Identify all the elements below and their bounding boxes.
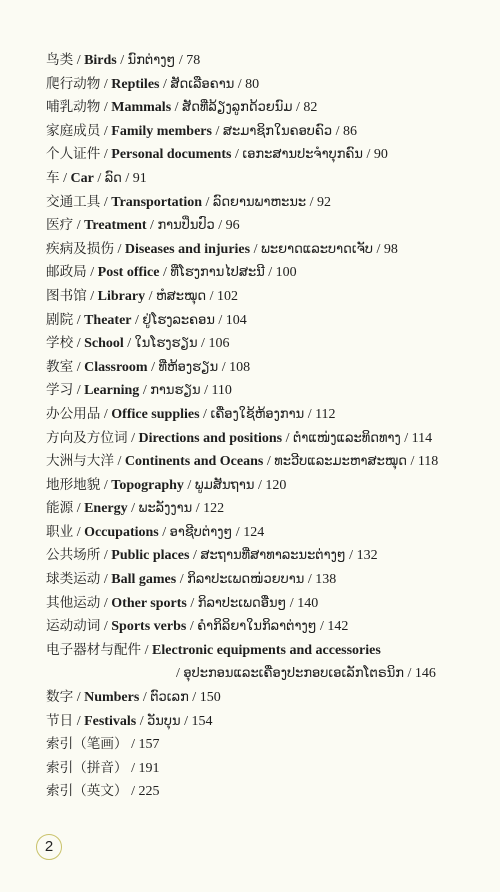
toc-entry-english: Library bbox=[97, 288, 146, 304]
toc-separator: / bbox=[100, 406, 112, 422]
toc-separator: / bbox=[176, 572, 188, 588]
toc-entry bbox=[46, 261, 486, 285]
toc-separator: / bbox=[176, 666, 184, 682]
toc-separator: / bbox=[100, 76, 112, 92]
toc-separator: / bbox=[127, 760, 139, 776]
toc-entry-chinese: 车 bbox=[46, 169, 60, 186]
toc-entry-english: Directions and positions bbox=[138, 430, 283, 446]
toc-separator: / bbox=[86, 265, 98, 281]
toc-entry-english: Numbers bbox=[84, 690, 140, 706]
toc-entry bbox=[46, 662, 486, 686]
toc-entry bbox=[46, 143, 486, 167]
toc-separator: / bbox=[211, 123, 223, 139]
toc-separator: / bbox=[146, 218, 158, 234]
toc-entry-page: 146 bbox=[414, 666, 436, 682]
toc-separator: / bbox=[183, 477, 195, 493]
toc-separator: / bbox=[159, 265, 171, 281]
toc-separator: / bbox=[199, 406, 211, 422]
toc-separator: / bbox=[316, 619, 328, 635]
toc-separator: / bbox=[147, 359, 159, 375]
toc-entry-chinese: 个人证件 bbox=[46, 146, 101, 163]
toc-separator: / bbox=[73, 713, 85, 729]
toc-entry-chinese: 图书馆 bbox=[46, 287, 87, 304]
toc-entry-lao: ວັນບຸນ bbox=[147, 713, 181, 729]
toc-entry bbox=[46, 780, 486, 804]
toc-entry-lao: ສະມາຊິກໃນຄອບຄົວ bbox=[222, 123, 333, 139]
toc-entry-page: 90 bbox=[373, 147, 388, 163]
toc-entry-page: 80 bbox=[245, 76, 260, 92]
toc-entry-lao: ນົກຕ່າງໆ bbox=[127, 53, 176, 68]
toc-separator: / bbox=[372, 241, 384, 257]
toc-separator: / bbox=[93, 170, 105, 186]
toc-entry bbox=[46, 379, 486, 403]
toc-separator: / bbox=[218, 359, 230, 375]
toc-separator: / bbox=[100, 100, 112, 116]
toc-entry-page: 112 bbox=[315, 406, 336, 422]
toc-entry-lao: ຄຳກິລິຍາໃນກິລາຕ່າງໆ bbox=[197, 619, 317, 635]
toc-entry-page: 138 bbox=[315, 572, 337, 588]
toc-separator: / bbox=[100, 123, 112, 139]
toc-separator: / bbox=[59, 170, 71, 186]
toc-entry-english: Transportation bbox=[111, 194, 203, 210]
toc-entry bbox=[46, 757, 486, 781]
toc-separator: / bbox=[73, 218, 85, 234]
toc-entry-english: Classroom bbox=[84, 359, 148, 375]
toc-separator: / bbox=[100, 194, 112, 210]
toc-separator: / bbox=[73, 524, 85, 540]
toc-entry-lao: ລົດຍານພາຫະນະ bbox=[212, 194, 307, 210]
toc-separator: / bbox=[186, 595, 198, 611]
toc-separator: / bbox=[263, 454, 275, 470]
toc-entry-chinese: 数字 bbox=[46, 689, 74, 706]
toc-entry bbox=[46, 49, 486, 73]
toc-entry-lao: ລົດ bbox=[104, 170, 122, 186]
toc-separator: / bbox=[73, 312, 85, 328]
toc-entry-lao: ພະລັງງານ bbox=[138, 501, 193, 517]
toc-entry-page: 140 bbox=[297, 595, 319, 611]
toc-separator: / bbox=[306, 194, 318, 210]
toc-entry-lao: ພູມສັນຖານ bbox=[194, 477, 255, 493]
toc-separator: / bbox=[406, 454, 418, 470]
toc-entry bbox=[46, 238, 486, 262]
toc-separator: / bbox=[136, 713, 148, 729]
toc-entry bbox=[46, 474, 486, 498]
toc-entry-chinese: 能源 bbox=[46, 500, 74, 517]
toc-entry-page: 108 bbox=[229, 359, 251, 375]
toc-entry-lao: ການຮຽນ bbox=[150, 383, 201, 399]
toc-entry-lao: ກິລາປະເພດໜ່ວຍບານ bbox=[187, 572, 305, 588]
toc-entry-chinese: 爬行动物 bbox=[46, 75, 101, 92]
toc-separator: / bbox=[206, 288, 217, 304]
toc-separator: / bbox=[73, 53, 85, 68]
toc-entry-chinese: 家庭成员 bbox=[46, 122, 101, 139]
toc-separator: / bbox=[100, 595, 112, 611]
toc-entry-page: 110 bbox=[211, 383, 232, 399]
toc-separator: / bbox=[73, 336, 85, 352]
toc-entry-lao: ອາຊີບຕ່າງໆ bbox=[169, 524, 233, 540]
toc-separator: / bbox=[282, 430, 294, 446]
toc-entry-english: Electronic equipments and accessories bbox=[152, 642, 381, 658]
toc-entry-page: 104 bbox=[225, 312, 247, 328]
toc-entry-lao: ສັດເລືອຄານ bbox=[170, 76, 235, 92]
toc-entry-lao: ທີ່ຫ້ອງຮຽນ bbox=[158, 359, 219, 375]
toc-separator: / bbox=[232, 524, 244, 540]
toc-separator: / bbox=[304, 406, 316, 422]
toc-entry bbox=[46, 450, 486, 474]
toc-entry-chinese: 交通工具 bbox=[46, 193, 101, 210]
toc-entry-chinese: 医疗 bbox=[46, 217, 74, 234]
toc-separator: / bbox=[121, 170, 133, 186]
toc-separator: / bbox=[250, 241, 261, 257]
toc-entry-english: Reptiles bbox=[111, 76, 160, 92]
toc-separator: / bbox=[86, 288, 98, 304]
toc-entry bbox=[46, 592, 486, 616]
toc-entry-page: 98 bbox=[383, 241, 398, 257]
toc-entry-chinese: 公共场所 bbox=[46, 547, 101, 564]
toc-entry-chinese: 教室 bbox=[46, 358, 74, 375]
toc-entry bbox=[46, 544, 486, 568]
toc-entry bbox=[46, 285, 486, 309]
toc-entry bbox=[46, 403, 486, 427]
toc-entry-page: 114 bbox=[411, 430, 433, 446]
toc-entry-english: Occupations bbox=[84, 524, 159, 540]
toc-entry bbox=[46, 497, 486, 521]
toc-entry-english: School bbox=[84, 336, 124, 352]
toc-entry-page: 154 bbox=[191, 713, 213, 729]
toc-entry-english: Car bbox=[70, 170, 94, 186]
toc-entry-lao: ຫໍສະໝຸດ bbox=[156, 288, 207, 304]
toc-separator: / bbox=[264, 265, 276, 281]
toc-separator: / bbox=[159, 76, 171, 92]
toc-entry-chinese: 其他运动 bbox=[46, 594, 101, 611]
toc-entry-page: 78 bbox=[186, 53, 201, 68]
toc-entry-lao: ອຸປະກອນແລະເຄື່ອງປະກອບເອເລັກໂຕຣນິກ bbox=[183, 666, 405, 682]
toc-entry-lao: ທະວີບແລະມະຫາສະໝຸດ bbox=[274, 454, 407, 470]
toc-entry-chinese: 索引（拼音） bbox=[46, 759, 128, 776]
toc-entry-lao: ໃນໂຮງຮຽນ bbox=[134, 336, 198, 352]
toc-entry-chinese: 节日 bbox=[46, 712, 74, 729]
toc-entry-lao: ເຄື່ອງໃຊ້ຫ້ອງການ bbox=[210, 406, 305, 422]
toc-entry-lao: ສະຖານທີ່ສາທາລະນະຕ່າງໆ bbox=[200, 548, 346, 564]
toc-separator: / bbox=[73, 359, 85, 375]
toc-entry-english: Topography bbox=[111, 477, 184, 493]
toc-entry-lao: ການປິ່ນປົວ bbox=[157, 218, 215, 234]
toc-entry-lao: ຕົວເລກ bbox=[150, 690, 189, 706]
toc-separator: / bbox=[139, 383, 151, 399]
table-of-contents bbox=[46, 49, 486, 804]
toc-separator: / bbox=[113, 454, 125, 470]
toc-entry-english: Festivals bbox=[84, 713, 137, 729]
toc-separator: / bbox=[332, 123, 343, 139]
toc-entry-page: 120 bbox=[265, 477, 287, 493]
toc-entry-page: 92 bbox=[317, 194, 332, 210]
toc-entry-chinese: 方向及方位词 bbox=[46, 429, 128, 446]
toc-entry bbox=[46, 167, 486, 191]
toc-entry-english: Family members bbox=[111, 123, 212, 139]
toc-entry-lao: ສັດທີ່ລ້ຽງລູກດ້ວຍນົມ bbox=[182, 100, 293, 116]
toc-entry bbox=[46, 639, 486, 663]
toc-entry-page: 191 bbox=[138, 760, 160, 776]
toc-entry-page: 86 bbox=[342, 123, 357, 139]
toc-entry-english: Public places bbox=[111, 548, 190, 564]
toc-entry bbox=[46, 710, 486, 734]
toc-entry-page: 122 bbox=[203, 501, 225, 517]
toc-separator: / bbox=[214, 312, 226, 328]
toc-separator: / bbox=[100, 572, 112, 588]
toc-separator: / bbox=[304, 572, 316, 588]
toc-entry bbox=[46, 733, 486, 757]
toc-entry-chinese: 剧院 bbox=[46, 311, 74, 328]
toc-separator: / bbox=[73, 690, 85, 706]
toc-entry-chinese: 学校 bbox=[46, 335, 74, 352]
toc-separator: / bbox=[362, 147, 374, 163]
toc-entry-chinese: 办公用品 bbox=[46, 405, 101, 422]
toc-entry-lao: ທີ່ໂຮງການໄປສະນີ bbox=[170, 265, 265, 281]
toc-entry-english: Office supplies bbox=[111, 406, 200, 422]
toc-separator: / bbox=[100, 548, 112, 564]
toc-separator: / bbox=[127, 737, 139, 753]
toc-entry bbox=[46, 686, 486, 710]
toc-separator: / bbox=[73, 501, 85, 517]
toc-entry-english: Continents and Oceans bbox=[124, 454, 264, 470]
page-number-badge: 2 bbox=[36, 834, 62, 860]
toc-entry-chinese: 索引（英文） bbox=[46, 783, 128, 800]
toc-separator: / bbox=[175, 53, 187, 68]
toc-entry-lao: ຕຳແໜ່ງແລະທິດທາງ bbox=[293, 430, 401, 446]
toc-entry-english: Treatment bbox=[84, 218, 147, 234]
toc-separator: / bbox=[100, 147, 112, 163]
toc-entry-english: Personal documents bbox=[111, 147, 232, 163]
toc-entry-lao: ເອກະສານປະຈຳບຸກຄົນ bbox=[242, 147, 363, 163]
toc-entry-english: Theater bbox=[84, 312, 132, 328]
toc-entry-chinese: 电子器材与配件 bbox=[46, 641, 142, 658]
toc-separator: / bbox=[127, 501, 139, 517]
toc-separator: / bbox=[186, 619, 198, 635]
toc-separator: / bbox=[200, 383, 212, 399]
toc-entry bbox=[46, 191, 486, 215]
toc-entry bbox=[46, 568, 486, 592]
toc-separator: / bbox=[139, 690, 151, 706]
toc-separator: / bbox=[188, 690, 200, 706]
toc-entry-english: Post office bbox=[97, 265, 160, 281]
toc-entry-lao: ກິລາປະເພດອື່ນໆ bbox=[197, 595, 287, 611]
toc-separator: / bbox=[197, 336, 209, 352]
toc-entry-english: Sports verbs bbox=[111, 619, 187, 635]
toc-separator: / bbox=[404, 666, 415, 682]
toc-separator: / bbox=[116, 53, 128, 68]
toc-entry bbox=[46, 96, 486, 120]
toc-separator: / bbox=[113, 241, 125, 257]
toc-separator: / bbox=[127, 784, 139, 800]
toc-entry bbox=[46, 356, 486, 380]
toc-entry-page: 118 bbox=[417, 454, 439, 470]
toc-separator: / bbox=[202, 194, 213, 210]
toc-entry-english: Other sports bbox=[111, 595, 187, 611]
toc-entry-page: 124 bbox=[243, 524, 265, 540]
toc-entry-page: 157 bbox=[138, 737, 160, 753]
toc-separator: / bbox=[292, 100, 304, 116]
toc-entry bbox=[46, 615, 486, 639]
toc-entry-chinese: 学习 bbox=[46, 382, 74, 399]
toc-separator: / bbox=[171, 100, 183, 116]
toc-entry-english: Mammals bbox=[111, 100, 172, 116]
toc-entry bbox=[46, 73, 486, 97]
toc-entry-chinese: 哺乳动物 bbox=[46, 99, 101, 116]
toc-entry bbox=[46, 214, 486, 238]
toc-separator: / bbox=[141, 642, 153, 658]
toc-entry bbox=[46, 120, 486, 144]
toc-separator: / bbox=[400, 430, 412, 446]
toc-entry-page: 142 bbox=[327, 619, 349, 635]
toc-entry-page: 132 bbox=[356, 548, 378, 564]
toc-entry-page: 150 bbox=[199, 690, 221, 706]
toc-separator: / bbox=[231, 147, 243, 163]
toc-separator: / bbox=[345, 548, 357, 564]
toc-separator: / bbox=[127, 430, 139, 446]
toc-entry-chinese: 运动动词 bbox=[46, 618, 101, 635]
toc-entry-page: 91 bbox=[132, 170, 147, 186]
toc-separator: / bbox=[214, 218, 226, 234]
toc-entry-chinese: 索引（笔画） bbox=[46, 736, 128, 753]
toc-entry bbox=[46, 309, 486, 333]
toc-separator: / bbox=[158, 524, 170, 540]
toc-entry-page: 102 bbox=[216, 288, 238, 304]
toc-separator: / bbox=[254, 477, 266, 493]
toc-separator: / bbox=[286, 595, 298, 611]
toc-separator: / bbox=[180, 713, 192, 729]
toc-entry bbox=[46, 427, 486, 451]
toc-entry-english: Diseases and injuries bbox=[124, 241, 251, 257]
toc-separator: / bbox=[131, 312, 143, 328]
toc-separator: / bbox=[73, 383, 85, 399]
toc-entry-lao: ຢູ່ໂຮງລະຄອນ bbox=[142, 312, 215, 328]
toc-separator: / bbox=[100, 619, 112, 635]
toc-entry-page: 82 bbox=[303, 100, 318, 116]
toc-entry-page: 106 bbox=[208, 336, 230, 352]
toc-entry-chinese: 大洲与大洋 bbox=[46, 453, 114, 470]
toc-entry-lao: ພະຍາດແລະບາດເຈັບ bbox=[260, 241, 373, 257]
toc-entry-chinese: 球类运动 bbox=[46, 571, 101, 588]
toc-entry-chinese: 地形地貌 bbox=[46, 476, 101, 493]
toc-entry bbox=[46, 521, 486, 545]
toc-separator: / bbox=[100, 477, 112, 493]
toc-entry-english: Learning bbox=[84, 383, 140, 399]
toc-entry-english: Ball games bbox=[111, 572, 177, 588]
toc-separator: / bbox=[234, 76, 246, 92]
toc-separator: / bbox=[145, 288, 157, 304]
toc-entry-chinese: 鸟类 bbox=[46, 52, 74, 68]
toc-separator: / bbox=[123, 336, 135, 352]
toc-entry-chinese: 邮政局 bbox=[46, 264, 87, 281]
toc-entry-english: Birds bbox=[84, 53, 117, 68]
toc-separator: / bbox=[189, 548, 201, 564]
toc-entry-chinese: 疾病及损伤 bbox=[46, 240, 114, 257]
toc-entry-page: 96 bbox=[225, 218, 240, 234]
toc-entry bbox=[46, 332, 486, 356]
toc-entry-english: Energy bbox=[84, 501, 128, 517]
toc-separator: / bbox=[192, 501, 204, 517]
toc-entry-page: 225 bbox=[138, 784, 160, 800]
toc-entry-page: 100 bbox=[275, 265, 297, 281]
toc-entry-chinese: 职业 bbox=[46, 523, 74, 540]
